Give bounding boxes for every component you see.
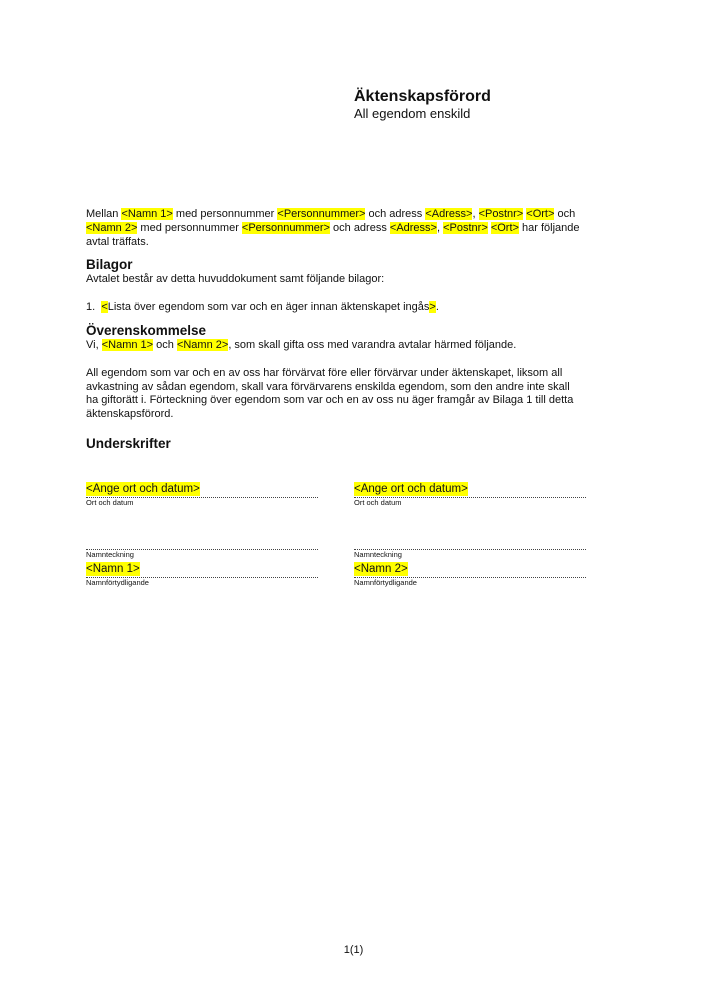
placeholder-adress-1[interactable]: <Adress> <box>425 208 473 220</box>
placeholder-namn-1[interactable]: <Namn 1> <box>101 338 154 351</box>
signature-sign-left <box>86 549 318 587</box>
overens-text: Vi, <box>86 338 102 351</box>
overens-text: och <box>153 338 177 351</box>
overens-text: , som skall gifta oss med varandra avtalar härmed följande. <box>228 338 517 351</box>
intro-text: , <box>436 221 444 234</box>
document-body <box>86 208 626 452</box>
document-title: Äktenskapsförord <box>354 88 491 105</box>
caption-namnfortydligande: Namnförtydligande <box>86 578 149 587</box>
heading-underskrifter: Underskrifter <box>86 435 171 451</box>
page-number: 1(1) <box>343 944 364 956</box>
caption-namnteckning: Namnteckning <box>354 550 402 559</box>
placeholder-personnummer-2[interactable]: <Personnummer> <box>241 221 330 234</box>
intro-text: , <box>472 208 479 220</box>
placeholder-namn-2[interactable]: <Namn 2> <box>354 563 408 575</box>
intro-text: med personnummer <box>137 221 242 234</box>
placeholder-bracket-open[interactable]: < <box>101 301 108 314</box>
intro-text: och adress <box>329 221 390 234</box>
caption-ort-datum: Ort och datum <box>354 498 402 507</box>
overens-paragraph-2 <box>86 367 626 422</box>
heading-overenskommelse: Överenskommelse <box>86 322 207 338</box>
intro-line-1 <box>86 208 626 222</box>
overens-line: avkastning av sådan egendom, skall vara förvärvarens enskilda egendom, som den andre inte skall <box>86 380 570 393</box>
placeholder-namn-1[interactable]: <Namn 1> <box>86 563 140 575</box>
placeholder-postnr-2[interactable]: <Postnr> <box>443 221 488 234</box>
bilagor-text: Avtalet består av detta huvuddokument samt följande bilagor: <box>86 273 385 286</box>
intro-text: Mellan <box>86 208 122 220</box>
overens-paragraph-1 <box>86 339 626 353</box>
intro-text: har följande <box>518 221 580 234</box>
placeholder-ort-1[interactable]: <Ort> <box>526 208 555 220</box>
placeholder-bilaga-text[interactable]: Lista över egendom som var och en äger innan äktenskapet ingås <box>107 301 430 314</box>
placeholder-adress-2[interactable]: <Adress> <box>389 221 437 234</box>
placeholder-namn-2[interactable]: <Namn 2> <box>176 338 229 351</box>
placeholder-namn-2[interactable]: <Namn 2> <box>86 221 138 234</box>
overens-line: All egendom som var och en av oss har förvärvat före eller förvärvar under äktenskapet, liksom all <box>86 366 563 379</box>
placeholder-ort-datum[interactable]: <Ange ort och datum> <box>86 483 200 495</box>
intro-text: och adress <box>365 208 426 220</box>
placeholder-postnr-1[interactable]: <Postnr> <box>478 208 524 220</box>
title-block <box>354 87 491 122</box>
heading-bilagor: Bilagor <box>86 257 133 273</box>
signature-block-left <box>86 479 318 507</box>
overens-line: ha giftorätt i. Förteckning över egendom som var och en av oss nu äger framgår av Bilaga 1 till detta <box>86 394 574 407</box>
intro-text: och <box>554 208 576 220</box>
placeholder-ort-datum[interactable]: <Ange ort och datum> <box>354 483 468 495</box>
document-subtitle: All egendom enskild <box>354 106 471 121</box>
intro-line-2 <box>86 222 626 236</box>
list-item-period: . <box>435 301 439 314</box>
placeholder-bracket-close[interactable]: > <box>429 301 436 314</box>
signature-sign-right <box>354 549 586 587</box>
list-number: 1. <box>86 301 96 314</box>
caption-namnteckning: Namnteckning <box>86 550 134 559</box>
placeholder-ort-2[interactable]: <Ort> <box>490 221 519 234</box>
intro-text: med personnummer <box>172 208 278 220</box>
overens-line: äktenskapsförord. <box>86 408 174 421</box>
caption-namnfortydligande: Namnförtydligande <box>354 578 417 587</box>
intro-line-3: avtal träffats. <box>86 235 149 248</box>
bilaga-list-item <box>86 301 626 315</box>
placeholder-personnummer-1[interactable]: <Personnummer> <box>277 208 366 220</box>
caption-ort-datum: Ort och datum <box>86 498 134 507</box>
intro-paragraph <box>86 208 626 249</box>
placeholder-namn-1[interactable]: <Namn 1> <box>121 208 173 220</box>
signature-block-right <box>354 479 586 507</box>
